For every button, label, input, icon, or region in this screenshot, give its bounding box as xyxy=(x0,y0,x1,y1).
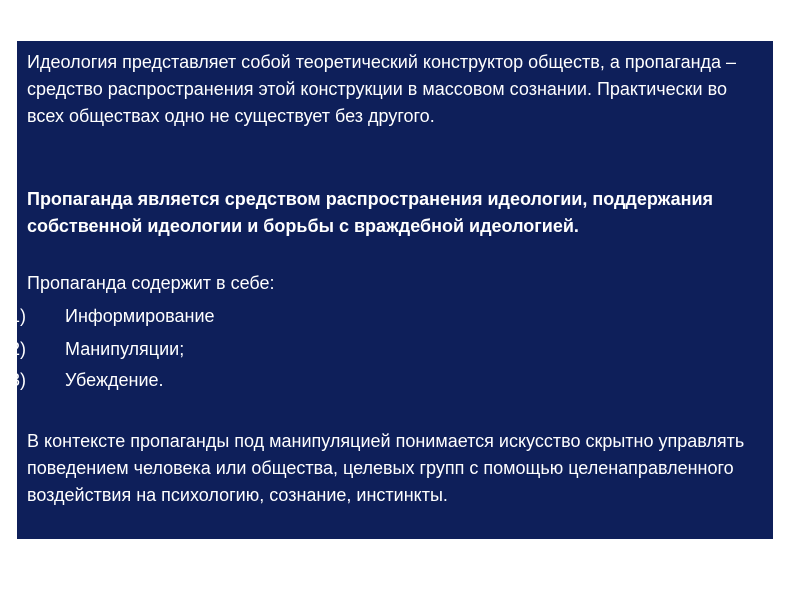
list-item-number: 2) xyxy=(10,339,27,359)
bold-statement-paragraph: Пропаганда является средством распространения идеологии, поддержания собственной идеологии и борьбы с враждебной идеологией. xyxy=(27,189,714,236)
list-item-text: Убеждение. xyxy=(65,370,164,390)
list-item-text: Информирование xyxy=(65,306,215,326)
list-item-number: 1) xyxy=(10,306,27,326)
manipulation-definition-paragraph: В контексте пропаганды под манипуляцией понимается искусство скрытно управлять поведением человека или общества, целевых групп с помощью целенаправленного воздействия на психологию, сознание, инстинкты. xyxy=(27,431,745,505)
list-item-text: Манипуляции; xyxy=(65,339,185,359)
list-item xyxy=(10,336,617,363)
list-item xyxy=(10,303,617,330)
slide-content-panel xyxy=(10,41,773,539)
list-intro: Пропаганда содержит в себе: xyxy=(27,273,275,293)
list-item-number: 3) xyxy=(10,370,27,390)
list-item xyxy=(10,367,617,394)
intro-paragraph: Идеология представляет собой теоретический конструктор обществ, а пропаганда – средство распространения этой конструкции в массовом сознании. Практически во всех обществах одно не существует без другого. xyxy=(27,52,737,126)
